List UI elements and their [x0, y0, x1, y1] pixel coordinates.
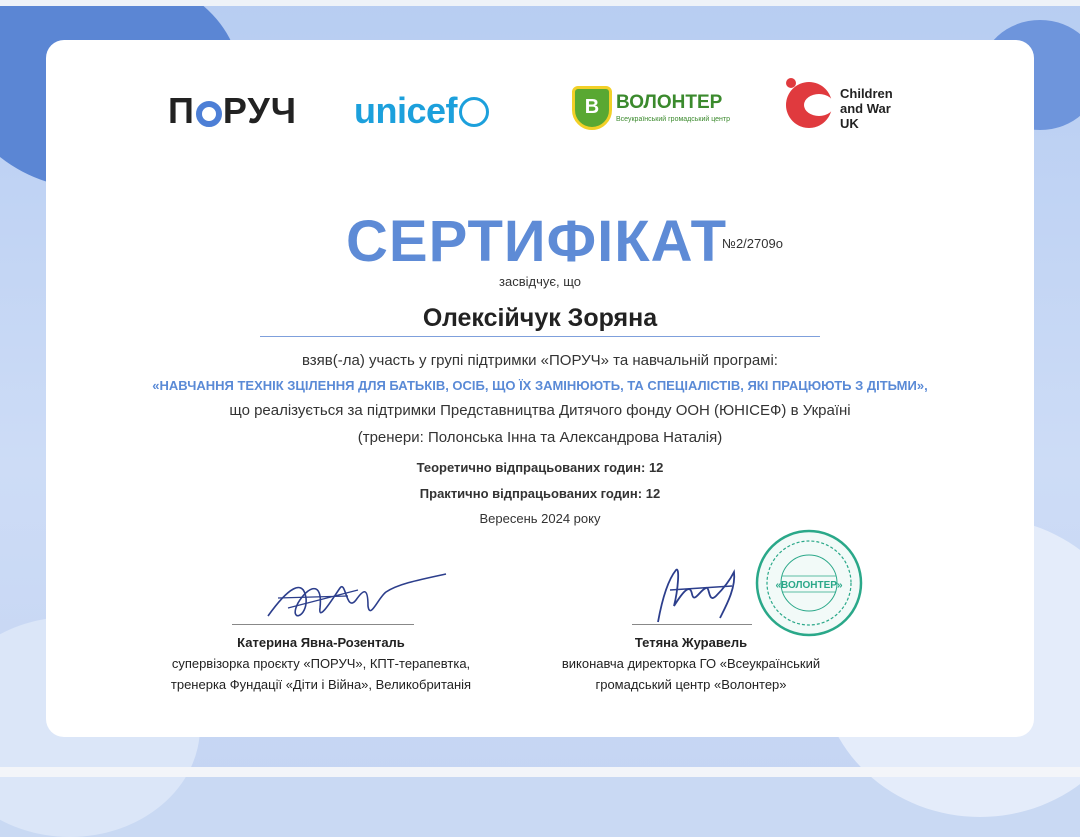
signature-line-left	[232, 624, 414, 625]
certificate-title: СЕРТИФІКАТ	[346, 209, 728, 274]
signature-right	[640, 560, 760, 630]
signer-right-name: Тетяна Журавель	[634, 635, 748, 650]
signature-line-right	[632, 624, 752, 625]
theory-hours: Теоретично відпрацьованих годин: 12	[416, 460, 664, 475]
signer-right-role-1: виконавча директорка ГО «Всеукраїнський	[561, 656, 821, 671]
cw-line-1: Children	[840, 86, 893, 101]
signer-left	[146, 632, 496, 695]
issue-date: Вересень 2024 року	[479, 511, 601, 526]
volonter-shield-icon: В	[572, 86, 612, 130]
children-and-war-dot-icon	[786, 78, 796, 88]
certificate-card	[46, 40, 1034, 737]
volonter-logo	[572, 84, 732, 134]
recipient-name: Олексійчук Зоряна	[422, 304, 658, 332]
signer-left-role-2: тренерка Фундації «Діти і Війна», Великобританія	[170, 677, 472, 692]
cw-line-3: UK	[840, 116, 859, 131]
bottom-edge	[0, 767, 1080, 777]
cw-line-2: and War	[840, 101, 891, 116]
signer-right-role-2: громадський центр «Волонтер»	[595, 677, 787, 692]
recipient-underline	[260, 336, 820, 337]
participation-text: взяв(-ла) участь у групі підтримки «ПОРУЧ» та навчальній програмі:	[302, 352, 778, 369]
unicef-globe-icon	[459, 97, 489, 127]
poruch-logo-letter: П	[168, 90, 195, 131]
poruch-logo	[168, 90, 297, 132]
unicef-wordmark: unicef	[354, 90, 458, 131]
unicef-logo	[354, 90, 489, 132]
trainers-text: (тренери: Полонська Інна та Александрова Наталія)	[357, 429, 723, 446]
signature-left	[228, 568, 448, 628]
children-and-war-c-icon	[786, 82, 832, 128]
stamp-center-text: «ВОЛОНТЕР»	[775, 580, 843, 591]
program-title: «НАВЧАННЯ ТЕХНІК ЗЦІЛЕННЯ ДЛЯ БАТЬКІВ, ОСІБ, ЩО ЇХ ЗАМІНЮЮТЬ, ТА СПЕЦІАЛІСТІВ, ЯКІ ПРАЦЮЮТЬ З ДІТЬМИ»,	[152, 378, 928, 393]
children-and-war-logo	[786, 78, 916, 136]
certificate-number: №2/2709о	[722, 236, 783, 251]
poruch-ring-icon	[196, 101, 222, 127]
support-text: що реалізується за підтримки Представництва Дитячого фонду ООН (ЮНІСЕФ) в Україні	[229, 402, 851, 419]
signer-left-role-1: супервізорка проєкту «ПОРУЧ», КПТ-терапевтка,	[171, 656, 471, 671]
confirms-text: засвідчує, що	[499, 274, 581, 289]
practice-hours: Практично відпрацьованих годин: 12	[419, 486, 661, 501]
volonter-logo-subtitle: Всеукраїнський громадський центр	[616, 116, 731, 123]
signer-right	[526, 632, 856, 695]
volonter-logo-name: ВОЛОНТЕР	[616, 92, 723, 113]
children-and-war-wordmark	[840, 86, 920, 131]
signer-left-name: Катерина Явна-Розенталь	[237, 635, 405, 650]
poruch-logo-rest: РУЧ	[222, 90, 298, 131]
top-edge	[0, 0, 1080, 6]
organization-stamp	[754, 528, 864, 638]
